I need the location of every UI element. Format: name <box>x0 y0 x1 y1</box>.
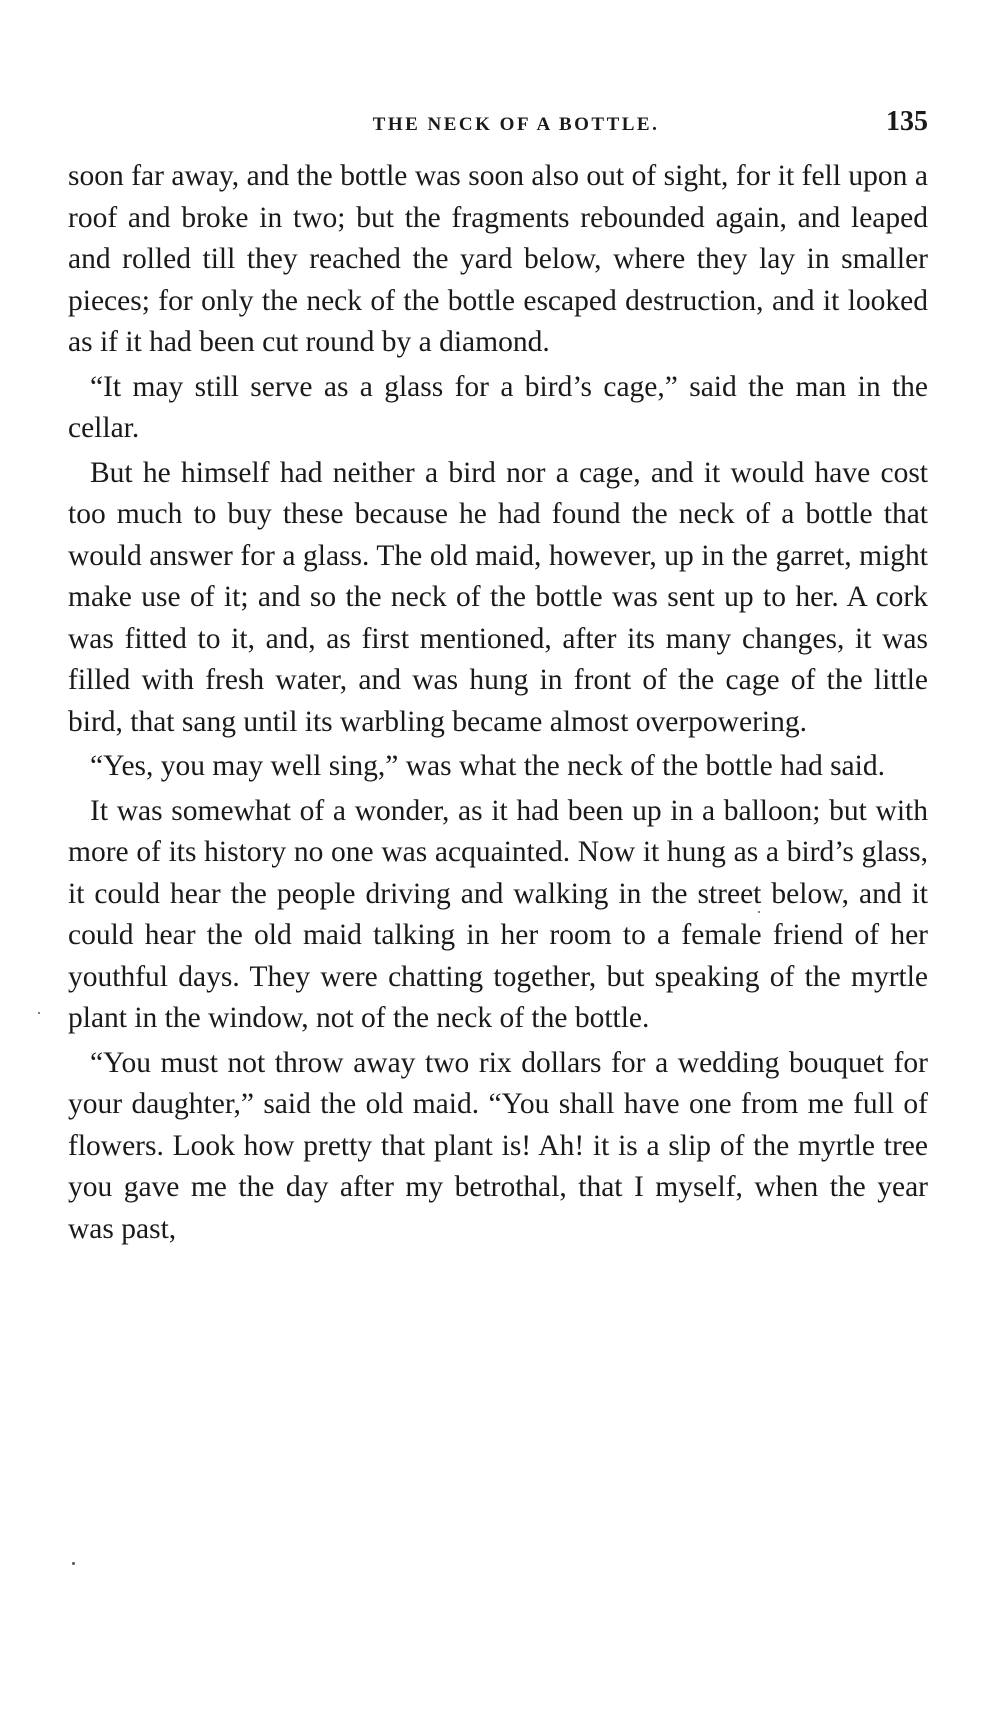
print-speck <box>72 1562 75 1565</box>
paragraph-6: “You must not throw away two rix dollars for a wedding bouquet for your daughter,” said the old maid. “You shall have one from me full of flowers. Look how pretty that plant is! Ah! it is a slip of the myrtle tree you gave me the day after my betrothal, that I myself, when the year was past, <box>68 1046 928 1245</box>
running-title: THE NECK OF A BOTTLE. <box>372 114 660 135</box>
paragraph-5: It was somewhat of a wonder, as it had been up in a balloon; but with more of its history no one was acquainted. Now it hung as a bird’s glass, it could hear the people driving and walking in the street below, and it could hear the old maid talking in her room to a female friend of her youthful days. They were chatting together, but speaking of the myrtle plant in the window, not of the neck of the bottle. <box>68 794 928 1034</box>
paragraph-3: But he himself had neither a bird nor a cage, and it would have cost too much to buy these because he had found the neck of a bottle that would answer for a glass. The old maid, however, up in the garret, might make use of it; and so the neck of the bottle was sent up to her. A cork was fitted to it, and, as first mentioned, after its many changes, it was filled with fresh water, and was hung in front of the cage of the little bird, that sang until its warbling became almost overpowering. <box>68 456 928 738</box>
paragraph-4: “Yes, you may well sing,” was what the neck of the bottle had said. <box>90 750 885 782</box>
page-number: 135 <box>886 106 928 137</box>
print-speck <box>758 911 760 913</box>
running-head <box>68 100 928 140</box>
paragraph-1: soon far away, and the bottle was soon also out of sight, for it fell upon a roof and broke in two; but the fragments rebounded again, and leaped and rolled till they reached the yard below, where they lay in smaller pieces; for only the neck of the bottle escaped destruction, and it looked as if it had been cut round by a diamond. <box>68 160 928 358</box>
print-speck <box>38 1012 40 1014</box>
paragraph-2: “It may still serve as a glass for a bird’s cage,” said the man in the cellar. <box>68 370 928 444</box>
body-text <box>68 156 928 1253</box>
